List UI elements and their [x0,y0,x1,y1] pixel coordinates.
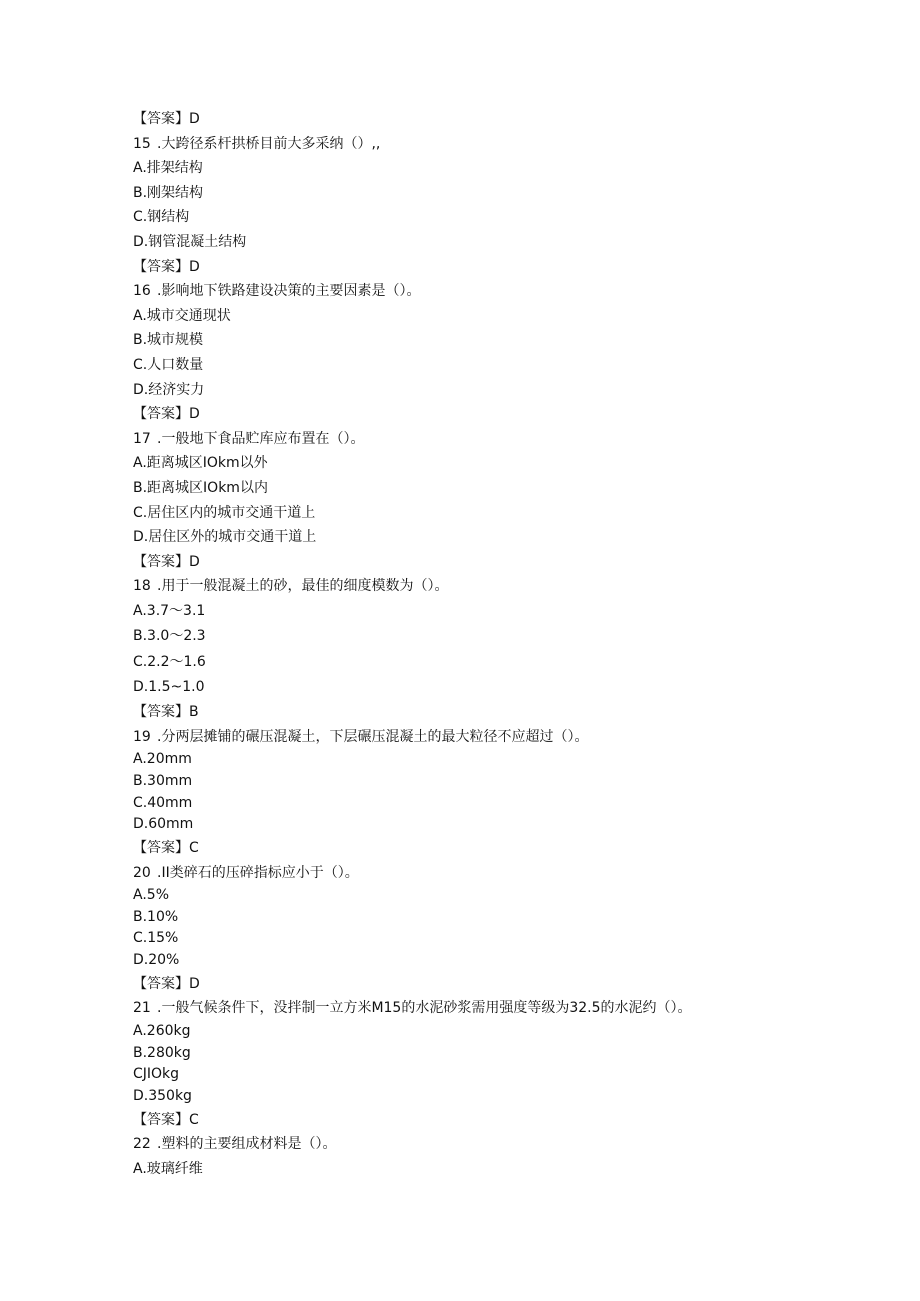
question-17: 17 .一般地下食品贮库应布置在（）。 [133,430,365,447]
answer-line: 【答案】D [133,258,200,275]
option-a: A.3.7～3.1 [133,602,206,619]
option-a: A.玻璃纤维 [133,1160,203,1177]
option-d: D.20% [133,952,180,969]
option-c: C.2.2～1.6 [133,653,206,670]
option-a: A.20mm [133,751,192,768]
answer-line: 【答案】B [133,703,199,720]
option-b: B.刚架结构 [133,184,204,201]
answer-line: 【答案】C [133,1111,199,1128]
question-16: 16 .影响地下铁路建设决策的主要因素是（）。 [133,283,421,300]
option-c: CJIOkg [133,1066,180,1083]
option-c: C.钢结构 [133,209,190,226]
answer-line: 【答案】D [133,553,200,570]
option-d: D.350kg [133,1088,192,1105]
option-a: A.5% [133,887,169,904]
option-c: C.居住区内的城市交通干道上 [133,504,316,521]
option-c: C.15% [133,930,179,947]
option-b: B.280kg [133,1044,191,1061]
option-d: D.居住区外的城市交通干道上 [133,529,317,546]
option-a: A.260kg [133,1023,191,1040]
option-d: D.1.5~1.0 [133,679,205,696]
document-content [133,107,833,1182]
answer-line: 【答案】D [133,111,200,127]
answer-line: 【答案】C [133,839,199,856]
option-c: C.人口数量 [133,356,204,373]
option-b: B.10% [133,908,179,925]
option-b: B.3.0～2.3 [133,628,206,645]
question-22: 22 .塑料的主要组成材料是（）。 [133,1136,337,1153]
option-b: B.距离城区IOkm以内 [133,479,268,496]
option-a: A.距离城区IOkm以外 [133,455,268,472]
answer-line: 【答案】D [133,406,200,423]
question-15: 15 .大跨径系杆拱桥目前大多采纳（）,, [133,135,381,152]
option-c: C.40mm [133,794,193,811]
question-20: 20 .II类碎石的压碎指标应小于（）。 [133,864,359,881]
question-21: 21 .一般气候条件下，没拌制一立方米M15的水泥砂浆需用强度等级为32.5的水泥约（）。 [133,1000,692,1017]
option-b: B.30mm [133,772,193,789]
option-d: D.60mm [133,816,194,833]
option-d: D.经济实力 [133,381,205,398]
option-b: B.城市规模 [133,332,204,349]
option-d: D.钢管混凝土结构 [133,233,247,250]
option-a: A.排架结构 [133,160,203,177]
question-18: 18 .用于一般混凝土的砂，最佳的细度模数为（）。 [133,578,449,595]
answer-line: 【答案】D [133,975,200,992]
question-19: 19 .分两层摊铺的碾压混凝土，下层碾压混凝土的最大粒径不应超过（）。 [133,728,589,745]
option-a: A.城市交通现状 [133,307,231,324]
